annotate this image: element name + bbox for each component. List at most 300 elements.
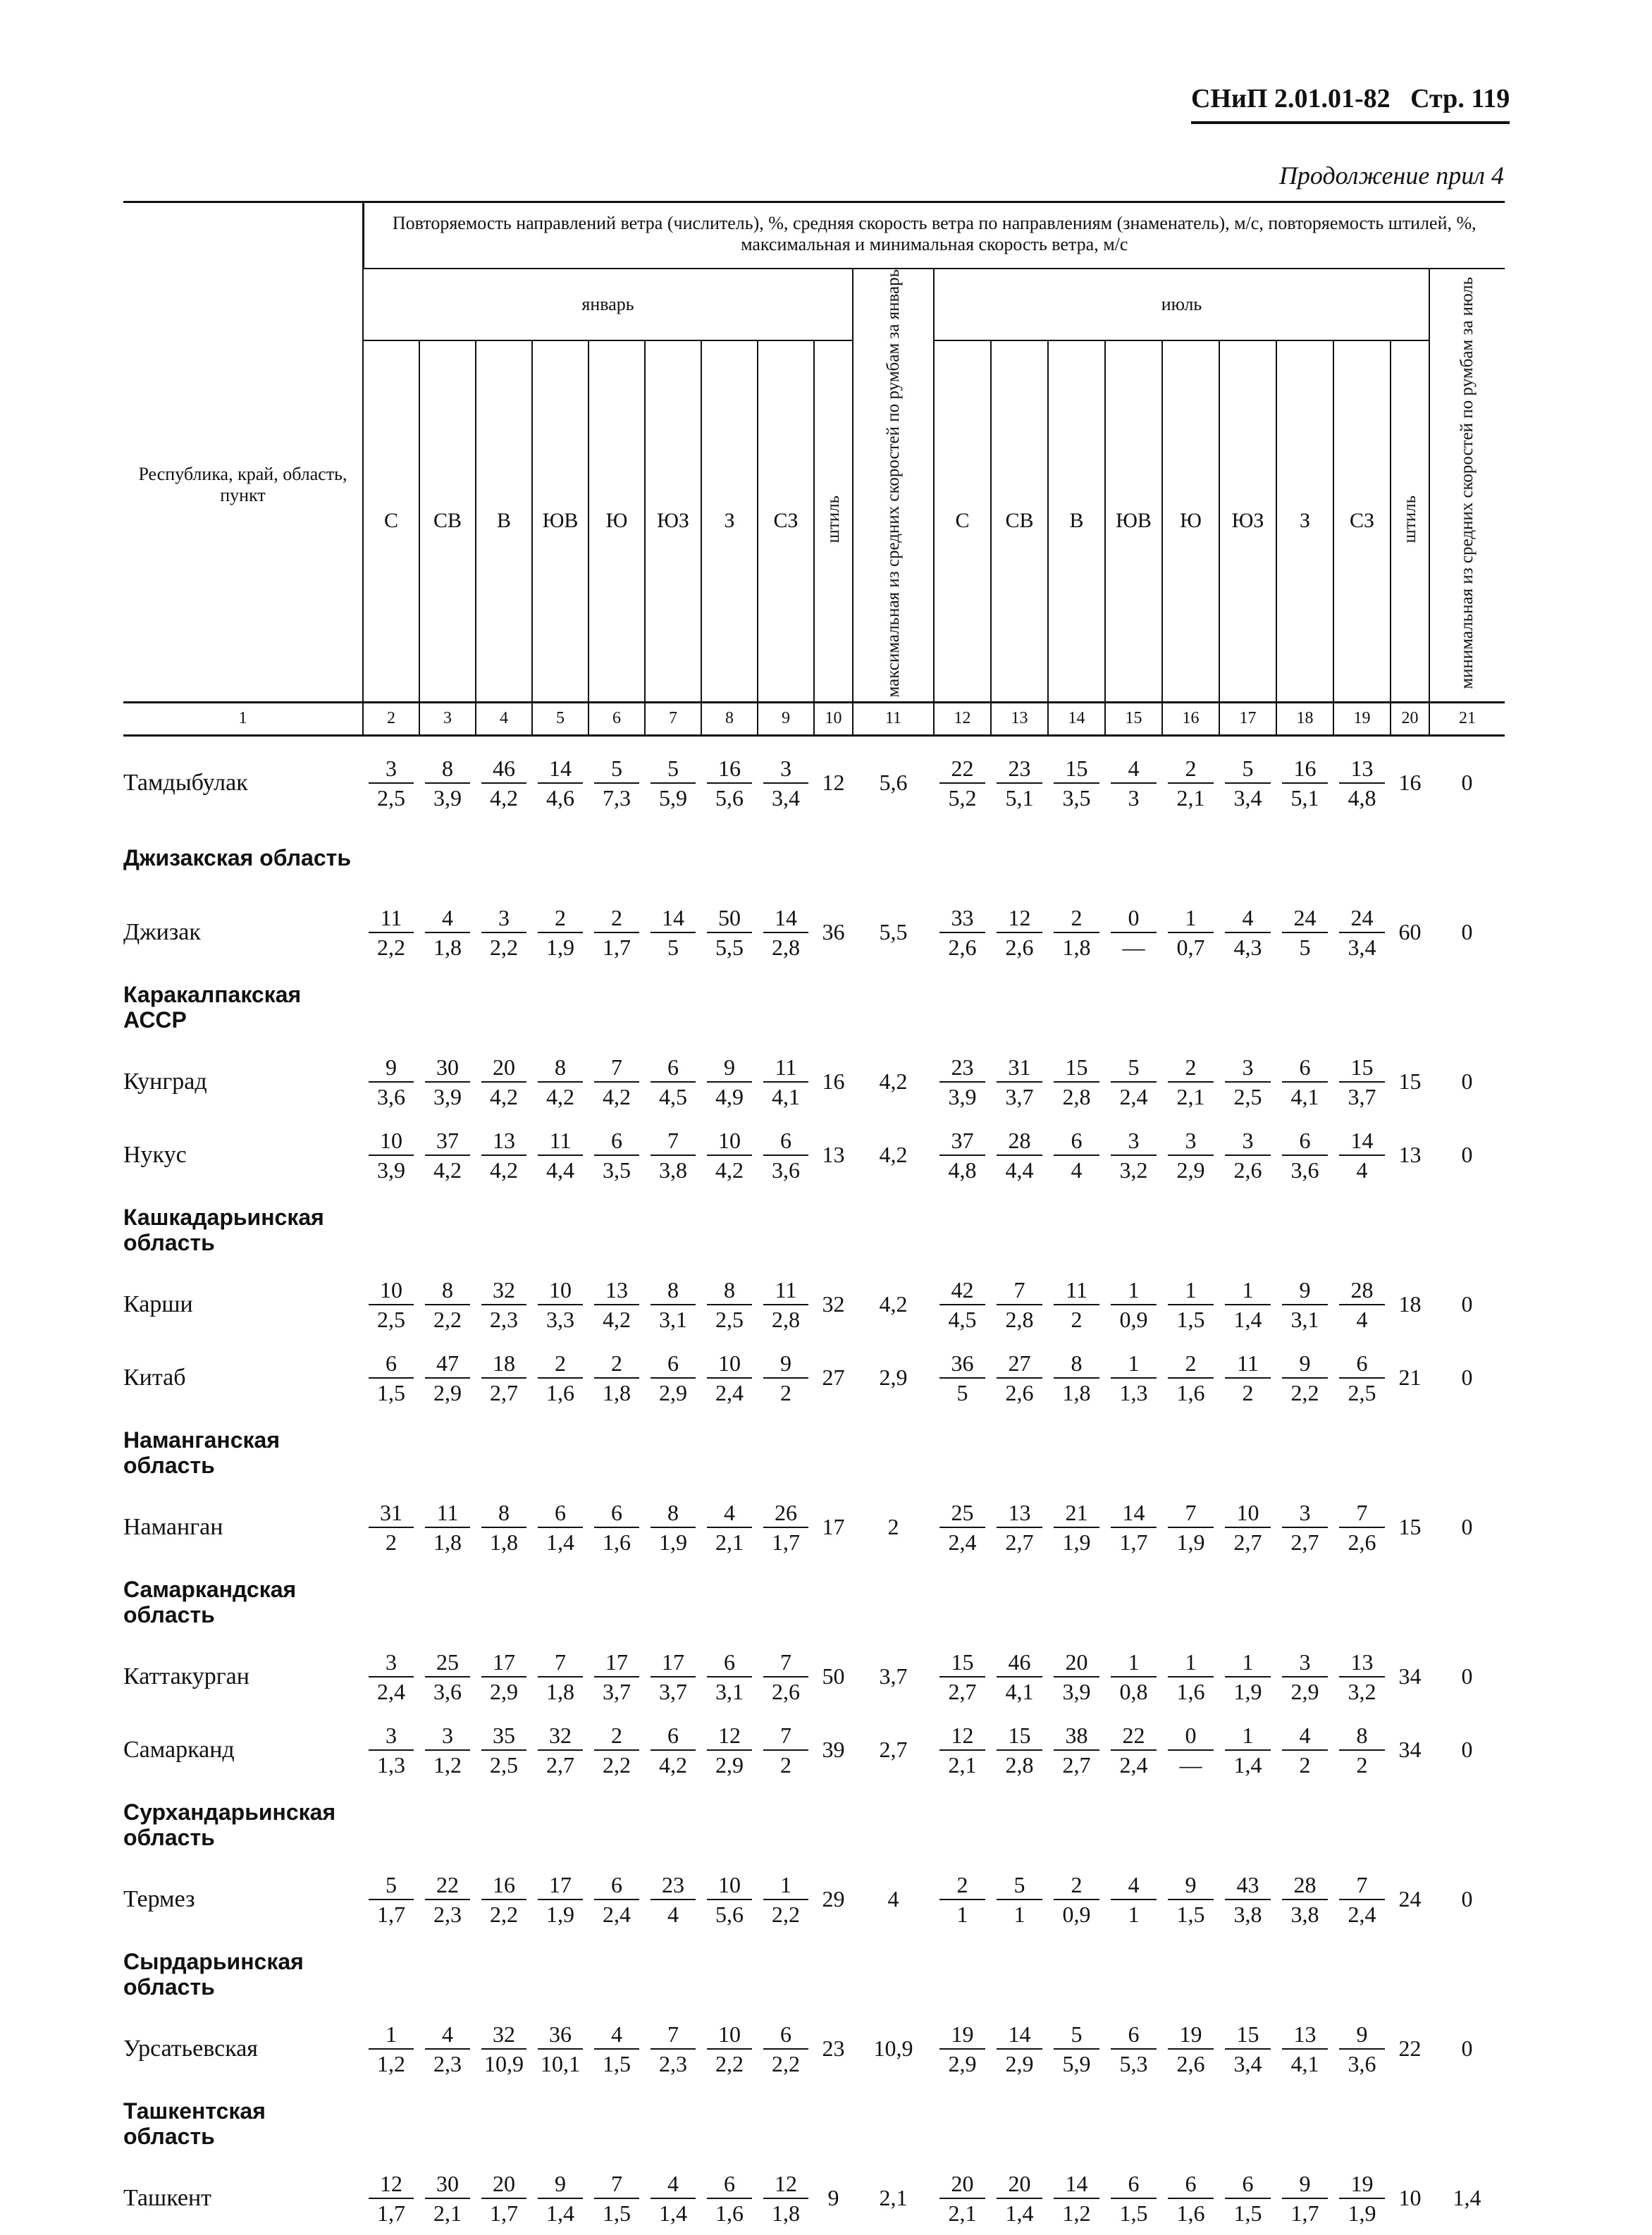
frequency-value: 6 <box>707 1648 752 1677</box>
place-name: Термез <box>123 1885 195 1912</box>
place-name: Китаб <box>123 1364 186 1391</box>
speed-value: 4,3 <box>1233 934 1262 960</box>
speed-value: 1,8 <box>546 1678 574 1704</box>
frequency-value: 1 <box>1225 1276 1271 1305</box>
speed-value: 4,2 <box>603 1306 631 1332</box>
frequency-value: 6 <box>651 1053 696 1083</box>
jan-direction-cell <box>701 1119 758 1192</box>
frequency-value: 1 <box>1168 1276 1214 1305</box>
jul-direction-cell <box>1276 1713 1333 1787</box>
speed-value: 2,1 <box>948 2200 977 2226</box>
speed-value: 2,6 <box>772 1678 800 1704</box>
jul-direction-cell <box>1219 1045 1276 1119</box>
frequency-value: 11 <box>1054 1276 1099 1305</box>
frequency-value: 15 <box>1054 1053 1099 1083</box>
region-name: Сырдарьинская область <box>123 1948 304 2000</box>
jul-direction-cell <box>1048 746 1105 820</box>
jul-direction-cell <box>1219 1268 1276 1341</box>
speed-value: 3,9 <box>433 784 462 811</box>
frequency-value: 14 <box>1111 1498 1157 1528</box>
jan-calm-value: 50 <box>822 1663 845 1689</box>
column-number: 13 <box>991 702 1048 735</box>
jan-max-speed-value: 4,2 <box>879 1142 908 1167</box>
jan-direction-cell <box>532 1341 588 1415</box>
speed-value: 2,9 <box>490 1678 518 1704</box>
frequency-value: 12 <box>707 1721 752 1751</box>
jul-direction-cell <box>1105 2012 1162 2086</box>
jul-direction-cell <box>1105 1863 1162 1936</box>
jul-min-speed-value: 0 <box>1461 1291 1473 1317</box>
frequency-value: 6 <box>763 2020 808 2050</box>
place-name: Джизак <box>123 918 201 945</box>
jan-direction-cell <box>363 2162 419 2235</box>
frequency-value: 46 <box>997 1648 1042 1677</box>
frequency-value: 8 <box>1054 1349 1099 1379</box>
jan-direction-cell <box>419 1863 476 1936</box>
speed-value: 2,6 <box>1348 1529 1376 1555</box>
jan-direction-cell <box>363 1491 419 1564</box>
jan-direction-cell <box>701 2012 758 2086</box>
speed-value: 4,1 <box>1290 2050 1319 2076</box>
frequency-value: 1 <box>1111 1349 1157 1379</box>
table-row <box>123 746 1505 820</box>
speed-value: 2 <box>1356 1751 1368 1778</box>
speed-value: 3,4 <box>1233 784 1262 811</box>
speed-value: 1,3 <box>377 1751 405 1778</box>
jan-max-speed-value: 2,7 <box>879 1737 908 1762</box>
jul-direction-cell <box>1333 2012 1391 2086</box>
frequency-value: 17 <box>594 1648 639 1677</box>
jul-direction-cell <box>934 2162 991 2235</box>
frequency-value: 2 <box>594 1349 639 1379</box>
speed-value: 5,9 <box>659 784 687 811</box>
jul-direction-cell <box>1333 1863 1391 1936</box>
jul-calm-value: 15 <box>1398 1069 1422 1094</box>
jul-direction-cell <box>934 896 991 969</box>
frequency-value: 7 <box>1168 1498 1214 1528</box>
frequency-value: 1 <box>1168 904 1214 933</box>
frequency-value: 3 <box>1225 1126 1271 1156</box>
jan-direction-cell <box>645 1863 701 1936</box>
speed-value: 4 <box>667 1901 679 1927</box>
frequency-value: 9 <box>707 1053 752 1083</box>
jan-direction-cell <box>645 746 701 820</box>
jul-min-speed-value: 0 <box>1461 2036 1473 2061</box>
frequency-value: 1 <box>1111 1648 1157 1677</box>
speed-value: 4,9 <box>715 1083 744 1109</box>
jul-direction-cell <box>934 1640 991 1713</box>
jul-direction-cell <box>991 2012 1048 2086</box>
jul-direction-cell <box>1048 1341 1105 1415</box>
column-number: 9 <box>758 702 814 735</box>
jul-min-speed-value: 0 <box>1461 1365 1473 1390</box>
frequency-value: 17 <box>651 1648 696 1677</box>
jan-direction-cell <box>476 1491 532 1564</box>
jul-direction-cell <box>1219 1640 1276 1713</box>
column-number: 18 <box>1276 702 1333 735</box>
frequency-value: 50 <box>707 904 752 933</box>
frequency-value: 13 <box>997 1498 1042 1528</box>
jan-direction-cell <box>476 1119 532 1192</box>
jan-direction-cell <box>476 1045 532 1119</box>
frequency-value: 2 <box>1168 754 1214 784</box>
jul-direction-cell <box>1162 896 1219 969</box>
speed-value: 2,7 <box>546 1751 574 1778</box>
speed-value: 3,8 <box>1233 1901 1262 1927</box>
speed-value: 1,6 <box>546 1379 574 1405</box>
jan-direction-cell <box>588 1341 645 1415</box>
frequency-value: 1 <box>1168 1648 1214 1677</box>
jul-direction-cell <box>991 1268 1048 1341</box>
jan-calm-value: 17 <box>822 1514 845 1539</box>
jan-direction-cell <box>758 1863 814 1936</box>
speed-value: 2,9 <box>1005 2050 1034 2076</box>
jul-min-speed-value: 0 <box>1461 1142 1473 1167</box>
frequency-value: 32 <box>481 2020 526 2050</box>
speed-value: 2,1 <box>1176 1083 1205 1109</box>
speed-value: 3,7 <box>659 1678 687 1704</box>
jul-direction-cell <box>1162 1713 1219 1787</box>
speed-value: 5,1 <box>1005 784 1034 811</box>
jan-direction-cell <box>758 2162 814 2235</box>
jul-direction-cell <box>1333 746 1391 820</box>
column-number: 2 <box>363 702 419 735</box>
speed-value: 2,9 <box>1290 1678 1319 1704</box>
region-row <box>123 1564 1505 1640</box>
jan-direction-cell <box>588 1268 645 1341</box>
frequency-value: 12 <box>763 2169 808 2199</box>
speed-value: 2,2 <box>1290 1379 1319 1405</box>
jul-calm-value: 24 <box>1398 1886 1422 1911</box>
column-number: 4 <box>476 702 532 735</box>
jul-direction-cell <box>1162 1119 1219 1192</box>
frequency-value: 13 <box>481 1126 526 1156</box>
speed-value: 1,7 <box>1290 2200 1319 2226</box>
frequency-value: 10 <box>369 1126 414 1156</box>
frequency-value: 47 <box>425 1349 470 1379</box>
jul-direction-cell <box>991 1713 1048 1787</box>
frequency-value: 10 <box>1225 1498 1271 1528</box>
jul-direction-cell <box>1276 1119 1333 1192</box>
frequency-value: 5 <box>1111 1053 1157 1083</box>
frequency-value: 4 <box>425 904 470 933</box>
jan-max-speed-value: 2,9 <box>879 1365 908 1390</box>
frequency-value: 11 <box>763 1053 808 1083</box>
frequency-value: 20 <box>997 2169 1042 2199</box>
jan-direction-cell <box>476 1640 532 1713</box>
frequency-value: 19 <box>1168 2020 1214 2050</box>
speed-value: 1,8 <box>433 1529 462 1555</box>
jul-direction-cell <box>1276 1863 1333 1936</box>
frequency-value: 2 <box>538 904 583 933</box>
jan-direction-cell <box>645 2012 701 2086</box>
speed-value: 2 <box>386 1529 397 1555</box>
jul-direction-cell <box>1048 1119 1105 1192</box>
jul-min-speed-value: 0 <box>1461 1663 1473 1689</box>
jul-direction-cell <box>1333 2162 1391 2235</box>
frequency-value: 6 <box>1054 1126 1099 1156</box>
speed-value: 4,2 <box>490 784 518 811</box>
region-name: Кашкадарьинская область <box>123 1204 324 1255</box>
speed-value: 5,1 <box>1290 784 1319 811</box>
frequency-value: 6 <box>763 1126 808 1156</box>
table-row <box>123 2012 1505 2086</box>
jan-max-speed-value: 2 <box>887 1514 899 1539</box>
speed-value: 4,2 <box>659 1751 687 1778</box>
frequency-value: 7 <box>1339 1871 1385 1900</box>
speed-value: 1,8 <box>1062 1379 1091 1405</box>
jul-direction-cell <box>1333 896 1391 969</box>
speed-value: 2,4 <box>603 1901 631 1927</box>
frequency-value: 3 <box>1168 1126 1214 1156</box>
jul-direction-cell <box>1333 1640 1391 1713</box>
jan-direction-cell <box>419 2162 476 2235</box>
frequency-value: 5 <box>594 754 639 784</box>
speed-value: 4,2 <box>546 1083 574 1109</box>
jul-direction-cell <box>1105 1640 1162 1713</box>
speed-value: 1,5 <box>1233 2200 1262 2226</box>
frequency-value: 16 <box>481 1871 526 1900</box>
frequency-value: 20 <box>481 1053 526 1083</box>
speed-value: — <box>1122 934 1145 960</box>
frequency-value: 42 <box>939 1276 985 1305</box>
column-number: 7 <box>645 702 701 735</box>
jul-direction-cell <box>1162 1640 1219 1713</box>
jul-direction-cell <box>991 1341 1048 1415</box>
jan-direction-cell <box>476 2162 532 2235</box>
jan-calm-value: 13 <box>822 1142 845 1167</box>
speed-value: 1,8 <box>772 2200 800 2226</box>
jul-direction-cell <box>1162 1268 1219 1341</box>
jul-calm-value: 34 <box>1398 1737 1422 1762</box>
frequency-value: 5 <box>997 1871 1042 1900</box>
frequency-value: 11 <box>425 1498 470 1528</box>
region-name: Джизакская область <box>123 844 351 870</box>
jan-direction-cell <box>363 1045 419 1119</box>
speed-value: 4,1 <box>1005 1678 1034 1704</box>
page-label: Стр. 119 <box>1410 84 1510 113</box>
speed-value: 4,5 <box>948 1306 977 1332</box>
speed-value: 10,1 <box>541 2050 580 2076</box>
frequency-value: 0 <box>1111 904 1157 933</box>
speed-value: 2,2 <box>490 1901 518 1927</box>
jan-direction-cell <box>532 746 588 820</box>
speed-value: 3,6 <box>377 1083 405 1109</box>
jul-direction-cell <box>1333 1341 1391 1415</box>
speed-value: 3,8 <box>659 1157 687 1183</box>
column-number: 19 <box>1333 702 1391 735</box>
speed-value: 3,3 <box>546 1306 574 1332</box>
speed-value: 1,4 <box>546 1529 574 1555</box>
frequency-value: 6 <box>594 1498 639 1528</box>
frequency-value: 9 <box>1282 1276 1328 1305</box>
speed-value: 4,8 <box>948 1157 977 1183</box>
speed-value: 3,1 <box>715 1678 744 1704</box>
frequency-value: 1 <box>369 2020 414 2050</box>
speed-value: 3,6 <box>433 1678 462 1704</box>
jul-direction-cell <box>934 1045 991 1119</box>
speed-value: 1,5 <box>1119 2200 1148 2226</box>
speed-value: 1,2 <box>377 2050 405 2076</box>
speed-value: 3,9 <box>377 1157 405 1183</box>
speed-value: 1,4 <box>1233 1306 1262 1332</box>
jul-dir-4: Ю <box>1162 340 1219 702</box>
jan-direction-cell <box>363 2012 419 2086</box>
region-row <box>123 1192 1505 1268</box>
region-name: Каракалпакская АССР <box>123 981 302 1033</box>
table-row <box>123 1863 1505 1936</box>
jul-direction-cell <box>934 1491 991 1564</box>
frequency-value: 15 <box>1054 754 1099 784</box>
frequency-value: 14 <box>997 2020 1042 2050</box>
speed-value: 5,2 <box>948 784 977 811</box>
speed-value: 1,6 <box>1176 1678 1205 1704</box>
speed-value: 2,2 <box>490 934 518 960</box>
speed-value: 1 <box>956 1901 968 1927</box>
frequency-value: 22 <box>425 1871 470 1900</box>
frequency-value: 9 <box>369 1053 414 1083</box>
speed-value: 2,4 <box>948 1529 977 1555</box>
frequency-value: 5 <box>369 1871 414 1900</box>
speed-value: 4,8 <box>1348 784 1376 811</box>
jan-direction-cell <box>363 1640 419 1713</box>
jul-calm-value: 13 <box>1398 1142 1422 1167</box>
table-row <box>123 2162 1505 2235</box>
jul-direction-cell <box>1276 1640 1333 1713</box>
speed-value: 5,9 <box>1062 2050 1091 2076</box>
jul-direction-cell <box>1276 1045 1333 1119</box>
speed-value: 2,9 <box>948 2050 977 2076</box>
column-number: 16 <box>1162 702 1219 735</box>
speed-value: 0,9 <box>1062 1901 1091 1927</box>
table-row <box>123 1341 1505 1415</box>
frequency-value: 46 <box>481 754 526 784</box>
speed-value: 2,9 <box>1176 1157 1205 1183</box>
frequency-value: 3 <box>1282 1648 1328 1677</box>
frequency-value: 20 <box>939 2169 985 2199</box>
jul-dir-5: ЮЗ <box>1219 340 1276 702</box>
jul-direction-cell <box>991 1045 1048 1119</box>
jan-direction-cell <box>645 1713 701 1787</box>
jan-direction-cell <box>645 1045 701 1119</box>
jan-direction-cell <box>532 1491 588 1564</box>
jul-direction-cell <box>1276 746 1333 820</box>
jan-dir-5: ЮЗ <box>645 340 701 702</box>
jan-direction-cell <box>419 1268 476 1341</box>
jul-direction-cell <box>1219 1863 1276 1936</box>
frequency-value: 1 <box>1111 1276 1157 1305</box>
speed-value: 3,9 <box>433 1083 462 1109</box>
frequency-value: 6 <box>1282 1126 1328 1156</box>
jan-direction-cell <box>645 1268 701 1341</box>
speed-value: 2,2 <box>715 2050 744 2076</box>
jul-min-speed-value: 0 <box>1461 1886 1473 1911</box>
jan-direction-cell <box>645 1640 701 1713</box>
jan-direction-cell <box>476 746 532 820</box>
speed-value: 1,8 <box>603 1379 631 1405</box>
jan-direction-cell <box>532 2012 588 2086</box>
frequency-value: 37 <box>939 1126 985 1156</box>
speed-value: 1,8 <box>490 1529 518 1555</box>
jan-direction-cell <box>476 1341 532 1415</box>
frequency-value: 8 <box>425 754 470 784</box>
region-row <box>123 820 1505 896</box>
jan-direction-cell <box>363 1713 419 1787</box>
jan-direction-cell <box>701 746 758 820</box>
frequency-value: 6 <box>538 1498 583 1528</box>
frequency-value: 35 <box>481 1721 526 1751</box>
speed-value: 2,2 <box>377 934 405 960</box>
frequency-value: 2 <box>1054 1871 1099 1900</box>
speed-value: 3,2 <box>1119 1157 1148 1183</box>
jan-direction-cell <box>645 1491 701 1564</box>
speed-value: 3,5 <box>1062 784 1091 811</box>
speed-value: 2,4 <box>1119 1083 1148 1109</box>
jan-direction-cell <box>588 1863 645 1936</box>
jan-direction-cell <box>419 1713 476 1787</box>
speed-value: 2,7 <box>1290 1529 1319 1555</box>
region-name: Самаркандская область <box>123 1576 297 1627</box>
frequency-value: 15 <box>997 1721 1042 1751</box>
speed-value: 2,5 <box>377 784 405 811</box>
jan-direction-cell <box>701 1491 758 1564</box>
frequency-value: 11 <box>763 1276 808 1305</box>
jan-direction-cell <box>645 1341 701 1415</box>
speed-value: 2,1 <box>715 1529 744 1555</box>
jul-direction-cell <box>1219 746 1276 820</box>
jan-direction-cell <box>701 1268 758 1341</box>
column-number: 6 <box>588 702 645 735</box>
frequency-value: 3 <box>369 1648 414 1677</box>
frequency-value: 9 <box>1282 2169 1328 2199</box>
frequency-value: 3 <box>425 1721 470 1751</box>
frequency-value: 36 <box>538 2020 583 2050</box>
speed-value: 3,1 <box>1290 1306 1319 1332</box>
speed-value: 4,2 <box>490 1157 518 1183</box>
frequency-value: 14 <box>651 904 696 933</box>
jul-direction-cell <box>934 1268 991 1341</box>
jul-direction-cell <box>1219 1119 1276 1192</box>
speed-value: 2,6 <box>1005 1379 1034 1405</box>
jan-direction-cell <box>645 896 701 969</box>
speed-value: 1,9 <box>1176 1529 1205 1555</box>
speed-value: 2,7 <box>1005 1529 1034 1555</box>
speed-value: 2 <box>780 1379 791 1405</box>
jan-direction-cell <box>701 2162 758 2235</box>
frequency-value: 9 <box>763 1349 808 1379</box>
jan-direction-cell <box>758 1341 814 1415</box>
frequency-value: 9 <box>1168 1871 1214 1900</box>
jan-dir-1: СВ <box>419 340 476 702</box>
speed-value: 2,7 <box>490 1379 518 1405</box>
jan-direction-cell <box>532 1119 588 1192</box>
place-name: Карши <box>123 1291 193 1317</box>
jul-direction-cell <box>1333 1713 1391 1787</box>
speed-value: 3,6 <box>1348 2050 1376 2076</box>
frequency-value: 2 <box>1168 1349 1214 1379</box>
column-number: 10 <box>814 702 853 735</box>
jul-direction-cell <box>1105 896 1162 969</box>
frequency-value: 32 <box>481 1276 526 1305</box>
speed-value: 10,9 <box>484 2050 524 2076</box>
jan-direction-cell <box>758 1491 814 1564</box>
speed-value: 1,6 <box>1176 1379 1205 1405</box>
speed-value: 4,2 <box>603 1083 631 1109</box>
frequency-value: 14 <box>763 904 808 933</box>
table-row <box>123 1713 1505 1787</box>
jul-min-speed-value: 0 <box>1461 1069 1473 1094</box>
speed-value: 2,2 <box>772 2050 800 2076</box>
